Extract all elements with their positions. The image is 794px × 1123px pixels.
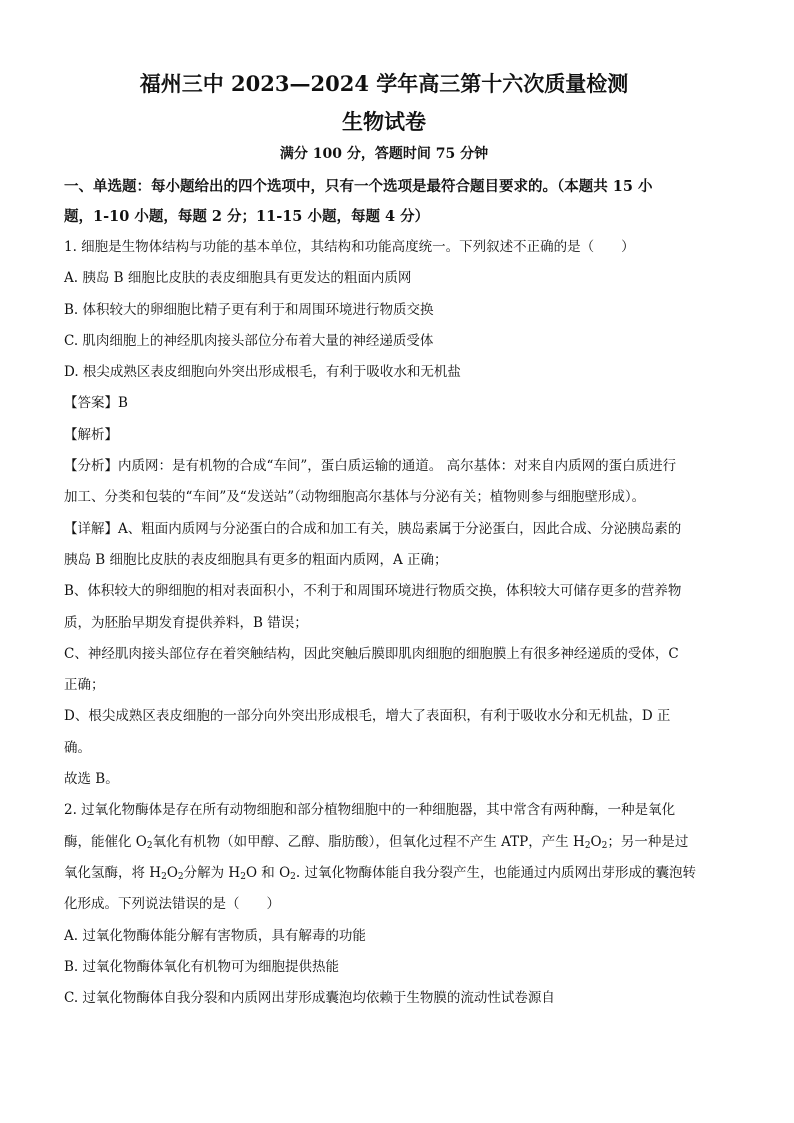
exam-score-time: 满分 100 分，答题时间 75 分钟	[279, 146, 489, 162]
section-heading-line-2: 题，1-10 小题，每题 2 分；11-15 小题，每题 4 分）	[64, 208, 430, 225]
question-1-option-c: C. 肌肉细胞上的神经肌肉接头部位分布着大量的神经递质受体	[64, 332, 434, 349]
question-1-detail-line-7: D、根尖成熟区表皮细胞的一部分向外突出形成根毛，增大了表面积，有利于吸收水分和无机盐，D 正	[64, 708, 671, 725]
question-1-detail-line-6: 正确；	[64, 677, 105, 694]
question-1-analysis-tag: 【解析】	[64, 426, 118, 443]
question-1-conclusion: 故选 B。	[64, 771, 119, 788]
question-2-option-c: C. 过氧化物酶体自我分裂和内质网出芽形成囊泡均依赖于生物膜的流动性试卷源自	[64, 990, 555, 1007]
question-1-detail-line-8: 确。	[64, 739, 91, 756]
question-2-option-a: A. 过氧化物酶体能分解有害物质，具有解毒的功能	[64, 927, 366, 944]
question-1-option-a: A. 胰岛 B 细胞比皮肤的表皮细胞具有更发达的粗面内质网	[64, 270, 412, 287]
question-1-answer: 【答案】B	[64, 395, 128, 412]
exam-title: 福州三中 2023—2024 学年高三第十六次质量检测	[139, 71, 629, 96]
question-1-detail-line-1: 【详解】A、粗面内质网与分泌蛋白的合成和加工有关，胰岛素属于分泌蛋白，因此合成、分泌胰岛素的	[64, 520, 682, 537]
question-1-detail-line-3: B、体积较大的卵细胞的相对表面积小，不利于和周围环境进行物质交换，体积较大可储存更多的营养物	[64, 583, 682, 600]
question-1-option-b: B. 体积较大的卵细胞比精子更有利于和周围环境进行物质交换	[64, 301, 434, 318]
question-2-option-b: B. 过氧化物酶体氧化有机物可为细胞提供热能	[64, 958, 340, 975]
question-1-option-d: D. 根尖成熟区表皮细胞向外突出形成根毛，有利于吸收水和无机盐	[64, 364, 461, 381]
question-2-stem-line-4: 化形成。下列说法错误的是（ ）	[64, 896, 280, 913]
question-2-stem-line-3: 氧化氢酶，将 $H_2O_2$分解为 $H_2O$ 和 $O_2$. 过氧化物酶体能自我分裂产生，也能通过内质网出芽形成的囊泡转	[64, 864, 696, 882]
section-heading-line-1: 一、单选题：每小题给出的四个选项中，只有一个选项是最符合题目要求的。（本题共 15 小	[64, 178, 653, 195]
question-2-stem-line-2: 酶，能催化 $O_2$氧化有机物（如甲醇、乙醇、脂肪酸），但氧化过程不产生 ATP，产生 $H_2O_2$；另一种是过	[64, 833, 689, 851]
question-1-detail-line-2: 胰岛 B 细胞比皮肤的表皮细胞具有更多的粗面内质网，A 正确；	[64, 551, 448, 568]
exam-subject: 生物试卷	[342, 109, 426, 134]
question-1-stem: 1. 细胞是生物体结构与功能的基本单位，其结构和功能高度统一。下列叙述不正确的是（ ）	[64, 239, 635, 255]
question-1-detail-line-5: C、神经肌肉接头部位存在着突触结构，因此突触后膜即肌肉细胞的细胞膜上有很多神经递质的受体，C	[64, 645, 679, 662]
question-1-fenxi-line-1: 【分析】内质网：是有机物的合成“车间”，蛋白质运输的通道。 高尔基体：对来自内质网的蛋白质进行	[64, 458, 677, 475]
question-2-stem-line-1: 2. 过氧化物酶体是存在所有动物细胞和部分植物细胞中的一种细胞器，其中常含有两种酶，一种是氧化	[64, 802, 676, 819]
question-1-detail-line-4: 质，为胚胎早期发育提供养料，B 错误；	[64, 614, 308, 631]
question-1-fenxi-line-2: 加工、分类和包装的“车间”及“发送站”（动物细胞高尔基体与分泌有关；植物则参与细胞壁形成）。	[64, 489, 646, 506]
